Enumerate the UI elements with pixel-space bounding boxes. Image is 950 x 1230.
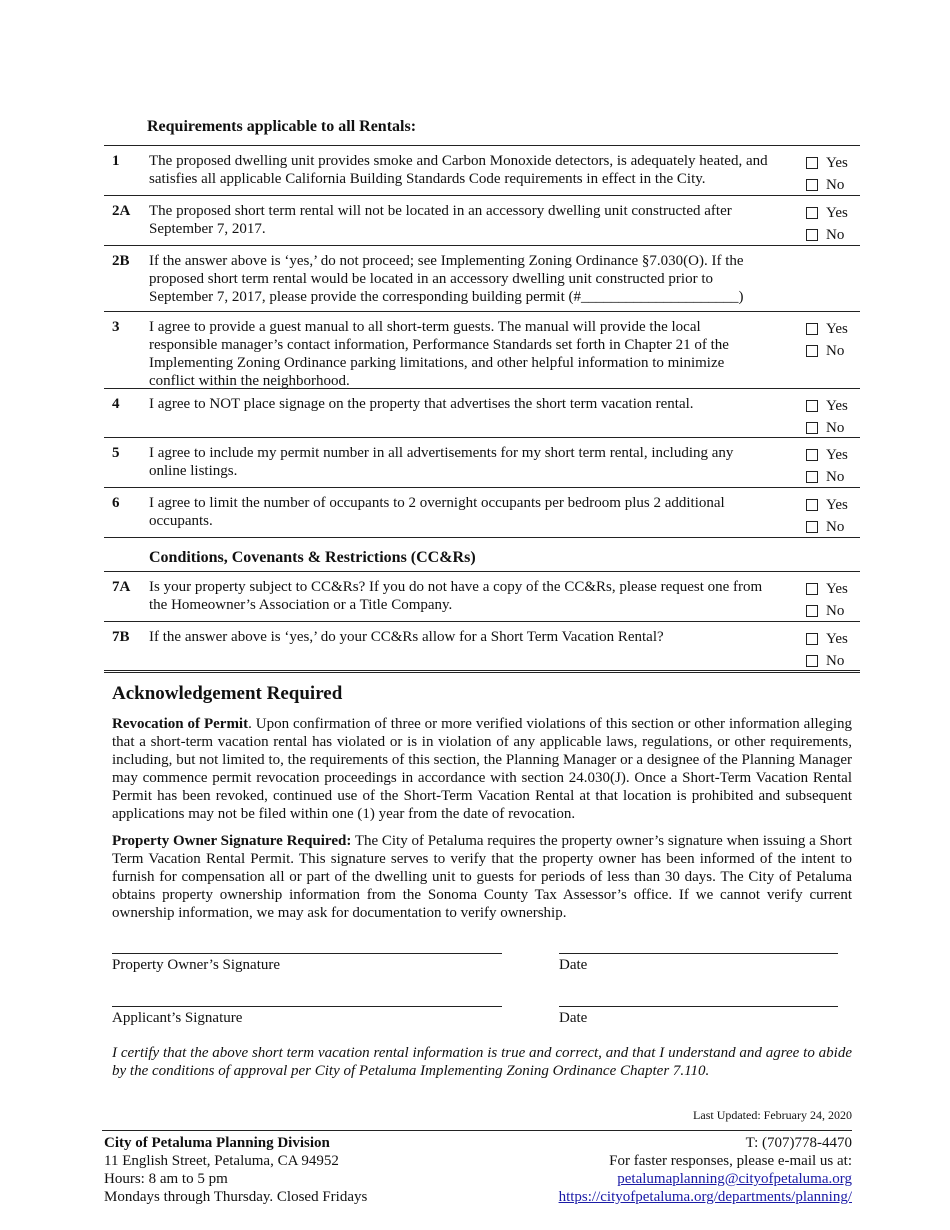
yes-checkbox[interactable] [806,449,818,461]
yes-no-choice [806,202,848,246]
footer-days: Mondays through Thursday. Closed Fridays [104,1189,368,1205]
yes-label: Yes [826,581,848,597]
row-number: 2A [112,203,131,219]
footer-email-link[interactable]: petalumaplanning@cityofpetaluma.org [617,1171,852,1187]
owner-signature-label: Property Owner’s Signature [112,957,281,973]
yes-checkbox[interactable] [806,583,818,595]
row-number: 2B [112,253,130,269]
yes-checkbox[interactable] [806,400,818,412]
revocation-lead: Revocation of Permit [112,716,249,732]
no-label: No [826,519,845,535]
signature-lead: Property Owner Signature Required: [112,833,352,849]
yes-no-choice [806,318,848,362]
requirement-row-4 [104,389,860,438]
requirement-row-6 [104,488,860,538]
yes-label: Yes [826,205,848,221]
row-text: I agree to limit the number of occupants to 2 overnight occupants per bedroom plus 2 additional occupants. [149,495,725,529]
row-number: 3 [112,319,120,335]
requirement-row-7b [104,622,860,673]
revocation-paragraph [112,715,852,823]
no-checkbox[interactable] [806,179,818,191]
row-number: 7B [112,629,130,645]
no-checkbox[interactable] [806,345,818,357]
yes-no-choice [806,578,848,622]
footer-hours: Hours: 8 am to 5 pm [104,1171,228,1187]
yes-label: Yes [826,398,848,414]
no-checkbox[interactable] [806,605,818,617]
yes-checkbox[interactable] [806,157,818,169]
row-text: If the answer above is ‘yes,’ do not proceed; see Implementing Zoning Ordinance §7.030(O). If the proposed short term rental would be located in an accessory dwelling unit constructed prior to September 7, 2017, please provide the corresponding building permit (#_____________________) [149,253,744,305]
footer-divider [102,1130,852,1131]
row-number: 5 [112,445,120,461]
no-label: No [826,177,845,193]
requirement-row-2a [104,196,860,246]
row-number: 7A [112,579,131,595]
no-checkbox[interactable] [806,422,818,434]
applicant-signature-line[interactable] [112,1006,502,1007]
footer-contact [104,1134,367,1206]
row-text: I agree to include my permit number in all advertisements for my short term rental, including any online listings. [149,445,734,479]
row-text: If the answer above is ‘yes,’ do your CC&Rs allow for a Short Term Vacation Rental? [149,629,664,645]
requirement-row-2b [104,246,860,312]
row-number: 4 [112,396,120,412]
yes-no-choice [806,152,848,196]
yes-no-choice [806,628,848,672]
no-checkbox[interactable] [806,229,818,241]
no-checkbox[interactable] [806,521,818,533]
row-text: Is your property subject to CC&Rs? If you do not have a copy of the CC&Rs, please request one from the Homeowner’s Association or a Title Company. [149,579,763,613]
no-label: No [826,653,845,669]
requirement-row-5 [104,438,860,488]
footer-email-prompt: For faster responses, please e-mail us at: [609,1153,852,1169]
ccr-heading-row [104,538,860,572]
yes-no-choice [806,494,848,538]
requirement-row-1 [104,146,860,196]
yes-checkbox[interactable] [806,207,818,219]
row-number: 6 [112,495,120,511]
no-label: No [826,469,845,485]
yes-label: Yes [826,497,848,513]
signature-paragraph [112,832,852,922]
yes-checkbox[interactable] [806,323,818,335]
yes-no-choice [806,395,848,439]
applicant-date-line[interactable] [559,1006,838,1007]
certification-statement: I certify that the above short term vacation rental information is true and correct, and that I understand and agree to abide by the conditions of approval per City of Petaluma Implementing Zoning Ordinance Chapter 7.110. [112,1045,852,1079]
yes-label: Yes [826,321,848,337]
ccr-heading: Conditions, Covenants & Restrictions (CC&Rs) [149,549,476,566]
requirements-table [104,145,860,673]
requirement-row-7a [104,572,860,622]
owner-signature-line[interactable] [112,953,502,954]
footer-address: 11 English Street, Petaluma, CA 94952 [104,1153,339,1169]
acknowledgement-title: Acknowledgement Required [112,683,343,704]
yes-checkbox[interactable] [806,633,818,645]
yes-no-choice [806,444,848,488]
row-text: I agree to provide a guest manual to all short-term guests. The manual will provide the local responsible manager’s contact information, Performance Standards set forth in Chapter 21 of the Implementing Zoning Ordinance parking limitations, and other helpful information to minimize conflict within the neighborhood. [149,319,729,389]
requirement-row-3 [104,312,860,389]
row-text: The proposed short term rental will not be located in an accessory dwelling unit constructed after September 7, 2017. [149,203,732,237]
last-updated: Last Updated: February 24, 2020 [693,1108,852,1122]
signature-text: The City of Petaluma requires the property owner’s signature when issuing a Short Term Vacation Rental Permit. This signature serves to verify that the property owner has been informed of the intent to furnish for compensation all or part of the dwelling unit to guests for periods of less than 30 days. The City of Petaluma obtains property ownership information from the Sonoma County Tax Assessor’s office. If we cannot verify current ownership information, we may ask for documentation to verify ownership. [112,833,852,921]
row-text: I agree to NOT place signage on the property that advertises the short term vacation rental. [149,396,694,412]
no-label: No [826,420,845,436]
row-text: The proposed dwelling unit provides smoke and Carbon Monoxide detectors, is adequately heated, and satisfies all applicable California Building Standards Code requirements in effect in the City. [149,153,768,187]
footer-website-link[interactable]: https://cityofpetaluma.org/departments/planning/ [558,1189,852,1205]
requirements-heading: Requirements applicable to all Rentals: [147,118,417,135]
applicant-signature-label: Applicant’s Signature [112,1010,243,1026]
no-checkbox[interactable] [806,655,818,667]
yes-label: Yes [826,155,848,171]
yes-label: Yes [826,631,848,647]
footer-phone: T: (707)778-4470 [745,1135,852,1151]
revocation-text: . Upon confirmation of three or more verified violations of this section or other information alleging that a short-term vacation rental has violated or is in violation of any applicable laws, regulations, or other requirements, including, but not limited to, the requirements of this section, the Planning Manager or a designee of the Planning Manager may commence permit revocation proceedings in accordance with section 24.030(J). Once a Short-Term Vacation Rental Permit has been revoked, continued use of the Short-Term Vacation Rental at that location is prohibited and subsequent applications may not be filed within one (1) year from the date of revocation. [112,716,852,822]
no-label: No [826,343,845,359]
row-number: 1 [112,153,120,169]
no-label: No [826,603,845,619]
no-label: No [826,227,845,243]
owner-date-line[interactable] [559,953,838,954]
footer-links [559,1134,852,1206]
applicant-date-label: Date [559,1010,588,1026]
no-checkbox[interactable] [806,471,818,483]
yes-checkbox[interactable] [806,499,818,511]
footer-org: City of Petaluma Planning Division [104,1135,330,1151]
owner-date-label: Date [559,957,588,973]
yes-label: Yes [826,447,848,463]
